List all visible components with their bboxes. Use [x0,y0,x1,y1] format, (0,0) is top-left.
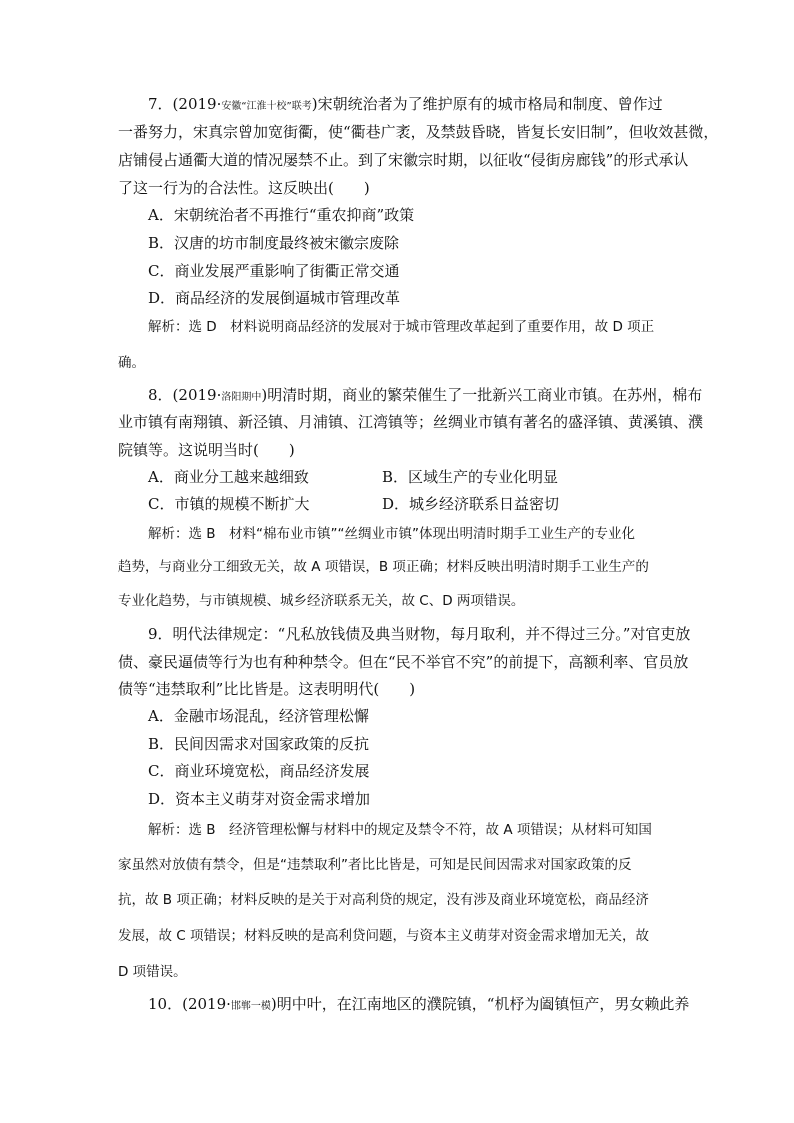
q9-explanation-line-3: 抗，故 B 项正确；材料反映的是关于对高利贷的规定，没有涉及商业环境宽松，商品经济 [118,892,649,908]
q7-option-d: D．商品经济的发展倒逼城市管理改革 [148,289,401,307]
q8-stem-line-1: 8．(2019·洛阳期中)明清时期，商业的繁荣催生了一批新兴工商业市镇。在苏州，棉布 [148,386,703,404]
q8-explanation-line-3: 专业化趋势，与市镇规模、城乡经济联系无关，故 C、D 两项错误。 [118,593,525,609]
q8-option-c: C．市镇的规模不断扩大 [148,495,310,513]
q9-option-c: C．商业环境宽松，商品经济发展 [148,762,370,780]
q7-explanation-line-1: 解析：选 D 材料说明商品经济的发展对于城市管理改革起到了重要作用，故 D 项正 [148,319,655,335]
q7-stem-line-1: 7．(2019·安徽“江淮十校”联考)宋朝统治者为了维护原有的城市格局和制度、曾作过 [148,95,663,113]
q9-explanation-line-4: 发展，故 C 项错误；材料反映的是高利贷问题，与资本主义萌芽对资金需求增加无关，故 [118,928,650,944]
q7-stem-line-2: 一番努力，宋真宗曾加宽街衢，使“衢巷广袤，及禁鼓昏晓，皆复长安旧制”，但收效甚微， [118,123,719,141]
q8-option-b: B．区域生产的专业化明显 [382,468,559,486]
q7-explanation-line-2: 确。 [118,355,145,371]
q8-explanation-line-2: 趋势，与商业分工细致无关，故 A 项错误，B 项正确；材料反映出明清时期手工业生产的 [118,559,649,575]
q9-explanation-line-1: 解析：选 B 经济管理松懈与材料中的规定及禁令不符，故 A 项错误；从材料可知国 [148,822,652,838]
q8-source: 洛阳期中 [221,392,262,403]
q9-option-d: D．资本主义萌芽对资金需求增加 [148,790,371,808]
q10-stem-line-1: 10．(2019·邯郸一模)明中叶，在江南地区的濮院镇，“机杼为阖镇恒产，男女赖此养 [148,995,690,1013]
q10-source: 邯郸一模 [230,1001,271,1012]
q8-explanation-line-1: 解析：选 B 材料“棉布业市镇”“丝绸业市镇”体现出明清时期手工业生产的专业化 [148,526,636,542]
q9-stem-line-3: 债等“违禁取利”比比皆是。这表明明代( ) [118,680,416,698]
q9-stem-line-2: 债、豪民逼债等行为也有种种禁令。但在“民不举官不究”的前提下，高额利率、官员放 [118,653,689,671]
q7-option-a: A．宋朝统治者不再推行“重农抑商”政策 [148,206,415,224]
q7-stem-line-3: 店铺侵占通衢大道的情况屡禁不止。到了宋徽宗时期，以征收“侵街房廊钱”的形式承认 [118,151,689,169]
q9-stem-line-1: 9．明代法律规定：“凡私放钱债及典当财物，每月取利，并不得过三分。”对官吏放 [148,625,691,643]
q8-stem-line-2: 业市镇有南翔镇、新泾镇、月浦镇、江湾镇等；丝绸业市镇有著名的盛泽镇、黄溪镇、濮 [118,413,704,431]
q9-option-a: A．金融市场混乱，经济管理松懈 [148,707,369,725]
q8-option-a: A．商业分工越来越细致 [148,468,309,486]
q7-stem-line-4: 了这一行为的合法性。这反映出( ) [118,179,370,197]
q9-explanation-line-5: D 项错误。 [118,964,187,980]
q7-source: 安徽“江淮十校”联考 [221,101,312,112]
q7-option-b: B．汉唐的坊市制度最终被宋徽宗废除 [148,234,400,252]
q7-option-c: C．商业发展严重影响了街衢正常交通 [148,262,400,280]
q8-option-d: D．城乡经济联系日益密切 [382,495,560,513]
q9-option-b: B．民间因需求对国家政策的反抗 [148,735,370,753]
q8-stem-line-3: 院镇等。这说明当时( ) [118,441,295,459]
q9-explanation-line-2: 家虽然对放债有禁令，但是“违禁取利”者比比皆是，可知是民间因需求对国家政策的反 [118,857,632,873]
